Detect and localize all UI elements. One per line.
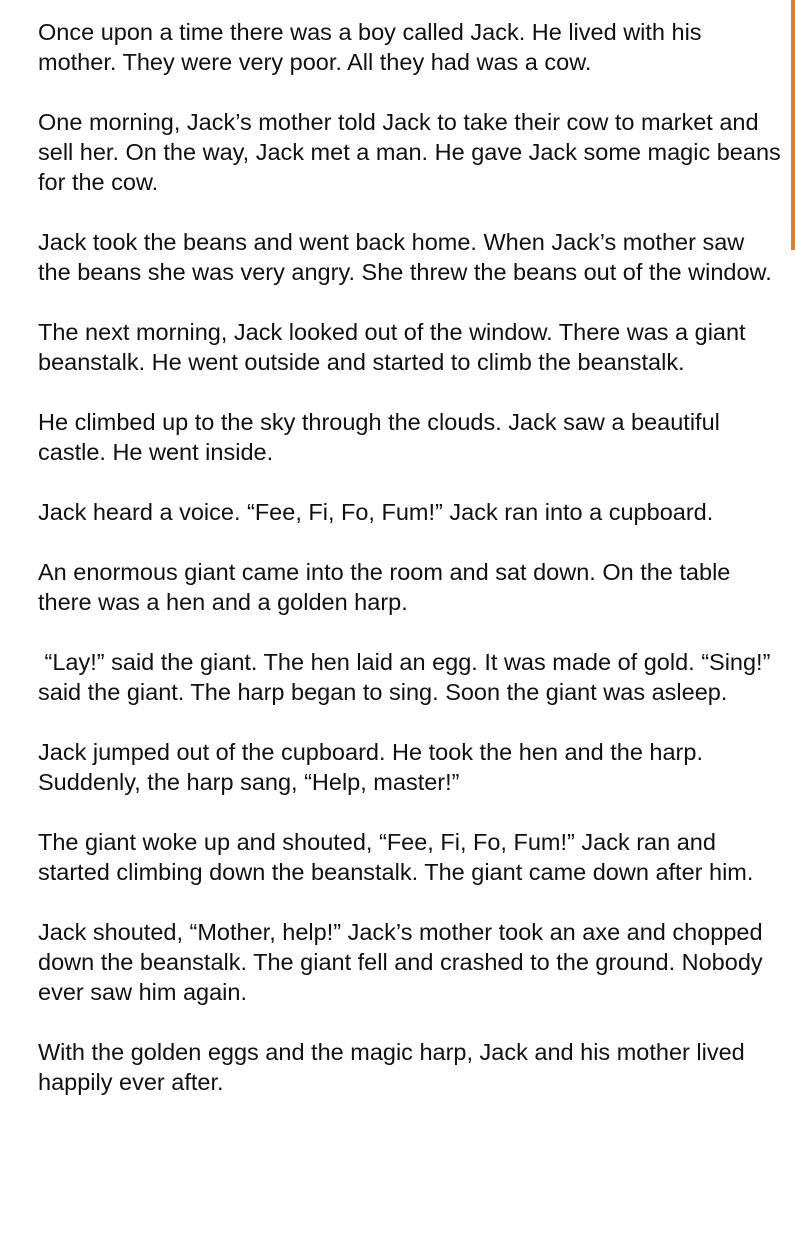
paragraph-4: The next morning, Jack looked out of the window. There was a giant beanstalk. He went outside and started to climb the beanstalk.: [38, 319, 746, 375]
paragraph-3: Jack took the beans and went back home. When Jack’s mother saw the beans she was very angry. She threw the beans out of the window.: [38, 229, 772, 285]
paragraph-10: The giant woke up and shouted, “Fee, Fi, Fo, Fum!” Jack ran and started climbing down the beanstalk. The giant came down after him.: [38, 829, 754, 885]
paragraph-1: Once upon a time there was a boy called Jack. He lived with his mother. They were very poor. All they had was a cow.: [38, 19, 702, 75]
page-edge-accent: [791, 0, 795, 250]
story-body: [38, 17, 783, 1127]
paragraph-5: He climbed up to the sky through the clouds. Jack saw a beautiful castle. He went inside.: [38, 409, 720, 465]
paragraph-12: With the golden eggs and the magic harp, Jack and his mother lived happily ever after.: [38, 1039, 745, 1095]
paragraph-7: An enormous giant came into the room and sat down. On the table there was a hen and a golden harp.: [38, 559, 731, 615]
paragraph-9: Jack jumped out of the cupboard. He took the hen and the harp. Suddenly, the harp sang, “Help, master!”: [38, 739, 703, 795]
paragraph-6: Jack heard a voice. “Fee, Fi, Fo, Fum!” Jack ran into a cupboard.: [38, 499, 714, 525]
paragraph-2: One morning, Jack’s mother told Jack to take their cow to market and sell her. On the way, Jack met a man. He gave Jack some magic beans for the cow.: [38, 109, 781, 195]
paragraph-8: “Lay!” said the giant. The hen laid an egg. It was made of gold. “Sing!” said the giant. The harp began to sing. Soon the giant was asleep.: [38, 649, 771, 705]
paragraph-11: Jack shouted, “Mother, help!” Jack’s mother took an axe and chopped down the beanstalk. The giant fell and crashed to the ground. Nobody ever saw him again.: [38, 919, 763, 1005]
